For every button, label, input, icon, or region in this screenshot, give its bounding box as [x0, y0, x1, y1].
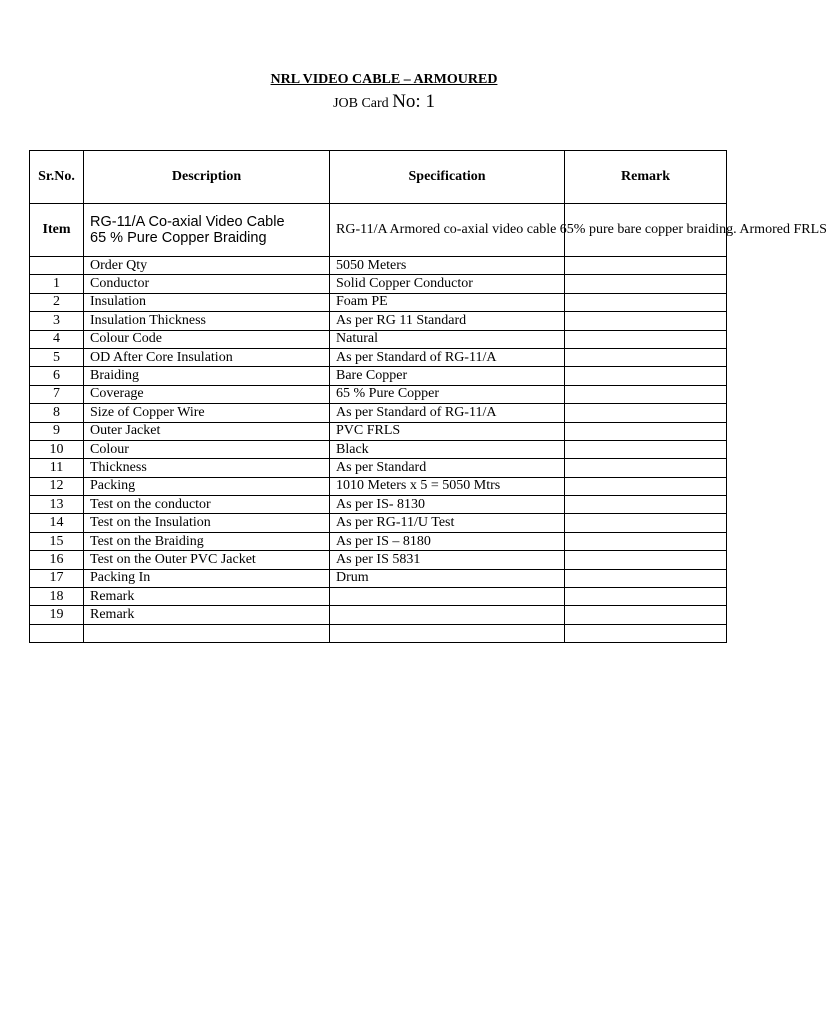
cell-specification [330, 624, 565, 642]
cell-specification: As per Standard of RG-11/A [330, 404, 565, 422]
cell-description: Thickness [84, 459, 330, 477]
cell-description: Conductor [84, 275, 330, 293]
cell-description: Insulation [84, 293, 330, 311]
table-row [30, 532, 727, 550]
cell-remark [565, 569, 727, 587]
cell-description: Colour Code [84, 330, 330, 348]
cell-sr-no: 6 [30, 367, 84, 385]
cell-remark [565, 532, 727, 550]
cell-specification: As per RG 11 Standard [330, 312, 565, 330]
table-row [30, 348, 727, 366]
table-row [30, 588, 727, 606]
cell-specification: As per IS 5831 [330, 551, 565, 569]
cell-specification: 5050 Meters [330, 257, 565, 275]
column-header-specification: Specification [330, 151, 565, 204]
cell-remark [565, 440, 727, 458]
cell-sr-no: 10 [30, 440, 84, 458]
job-card-prefix: JOB Card [333, 96, 393, 111]
item-description [84, 204, 330, 257]
cell-description: Insulation Thickness [84, 312, 330, 330]
cell-remark [565, 477, 727, 495]
cell-remark [565, 293, 727, 311]
table-header-row [30, 151, 727, 204]
cell-description: OD After Core Insulation [84, 348, 330, 366]
cell-specification [330, 588, 565, 606]
column-header-description: Description [84, 151, 330, 204]
table-row [30, 275, 727, 293]
cell-specification: Solid Copper Conductor [330, 275, 565, 293]
document-title [0, 72, 768, 88]
cell-specification: As per RG-11/U Test [330, 514, 565, 532]
cell-description: Packing [84, 477, 330, 495]
item-description-line2: 65 % Pure Copper Braiding [90, 230, 267, 246]
cell-sr-no: 4 [30, 330, 84, 348]
cell-remark [565, 348, 727, 366]
table-row [30, 496, 727, 514]
table-row [30, 569, 727, 587]
table-row [30, 459, 727, 477]
table-row [30, 385, 727, 403]
cell-remark [565, 422, 727, 440]
cell-sr-no [30, 624, 84, 642]
cell-specification: Bare Copper [330, 367, 565, 385]
cell-description: Remark [84, 606, 330, 624]
cell-description: Size of Copper Wire [84, 404, 330, 422]
cell-specification [330, 606, 565, 624]
cell-specification: Natural [330, 330, 565, 348]
cell-remark [565, 551, 727, 569]
specification-table [29, 150, 827, 643]
cell-description: Colour [84, 440, 330, 458]
cell-remark [565, 257, 727, 275]
cell-remark [565, 606, 727, 624]
cell-sr-no: 11 [30, 459, 84, 477]
table-row [30, 422, 727, 440]
cell-sr-no: 12 [30, 477, 84, 495]
table-row [30, 312, 727, 330]
cell-description [84, 624, 330, 642]
cell-sr-no: 3 [30, 312, 84, 330]
item-row [30, 204, 727, 257]
table-row [30, 257, 727, 275]
table-row [30, 440, 727, 458]
cell-specification: Black [330, 440, 565, 458]
item-description-line1: RG-11/A Co-axial Video Cable [90, 214, 285, 230]
cell-sr-no: 17 [30, 569, 84, 587]
cell-description: Coverage [84, 385, 330, 403]
table-row [30, 606, 727, 624]
cell-description: Test on the Outer PVC Jacket [84, 551, 330, 569]
cell-description: Braiding [84, 367, 330, 385]
cell-specification: As per Standard of RG-11/A [330, 348, 565, 366]
column-header-sr-no: Sr.No. [30, 151, 84, 204]
cell-remark [565, 312, 727, 330]
table-row [30, 404, 727, 422]
cell-sr-no: 1 [30, 275, 84, 293]
cell-description: Test on the Braiding [84, 532, 330, 550]
cell-remark [565, 624, 727, 642]
cell-sr-no: 9 [30, 422, 84, 440]
table-row [30, 514, 727, 532]
cell-remark [565, 496, 727, 514]
cell-specification: Foam PE [330, 293, 565, 311]
item-label: Item [30, 204, 84, 257]
table-row [30, 330, 727, 348]
cell-specification: PVC FRLS [330, 422, 565, 440]
cell-sr-no: 19 [30, 606, 84, 624]
column-header-remark: Remark [565, 151, 727, 204]
document-title-text: NRL VIDEO CABLE – ARMOURED [270, 72, 498, 87]
cell-sr-no: 2 [30, 293, 84, 311]
job-card-heading [0, 90, 768, 116]
cell-remark [565, 404, 727, 422]
cell-sr-no [30, 257, 84, 275]
cell-description: Test on the conductor [84, 496, 330, 514]
table-row [30, 477, 727, 495]
table-row [30, 367, 727, 385]
cell-sr-no: 15 [30, 532, 84, 550]
cell-remark [565, 275, 727, 293]
cell-sr-no: 8 [30, 404, 84, 422]
table-row [30, 624, 727, 642]
cell-remark [565, 385, 727, 403]
cell-sr-no: 13 [30, 496, 84, 514]
cell-description: Order Qty [84, 257, 330, 275]
cell-sr-no: 18 [30, 588, 84, 606]
cell-sr-no: 14 [30, 514, 84, 532]
cell-specification: As per IS – 8180 [330, 532, 565, 550]
table-row [30, 551, 727, 569]
cell-description: Outer Jacket [84, 422, 330, 440]
cell-sr-no: 5 [30, 348, 84, 366]
cell-remark [565, 330, 727, 348]
item-specification: RG-11/A Armored co-axial video cable 65% pure bare copper braiding. Armored FRLS [330, 204, 565, 257]
table-row [30, 293, 727, 311]
cell-description: Remark [84, 588, 330, 606]
cell-sr-no: 16 [30, 551, 84, 569]
cell-specification: Drum [330, 569, 565, 587]
cell-specification: As per IS- 8130 [330, 496, 565, 514]
cell-remark [565, 367, 727, 385]
cell-specification: 65 % Pure Copper [330, 385, 565, 403]
cell-remark [565, 514, 727, 532]
cell-remark [565, 588, 727, 606]
cell-specification: 1010 Meters x 5 = 5050 Mtrs [330, 477, 565, 495]
cell-remark [565, 459, 727, 477]
cell-specification: As per Standard [330, 459, 565, 477]
cell-sr-no: 7 [30, 385, 84, 403]
cell-description: Packing In [84, 569, 330, 587]
cell-description: Test on the Insulation [84, 514, 330, 532]
job-card-number: No: 1 [392, 91, 435, 112]
